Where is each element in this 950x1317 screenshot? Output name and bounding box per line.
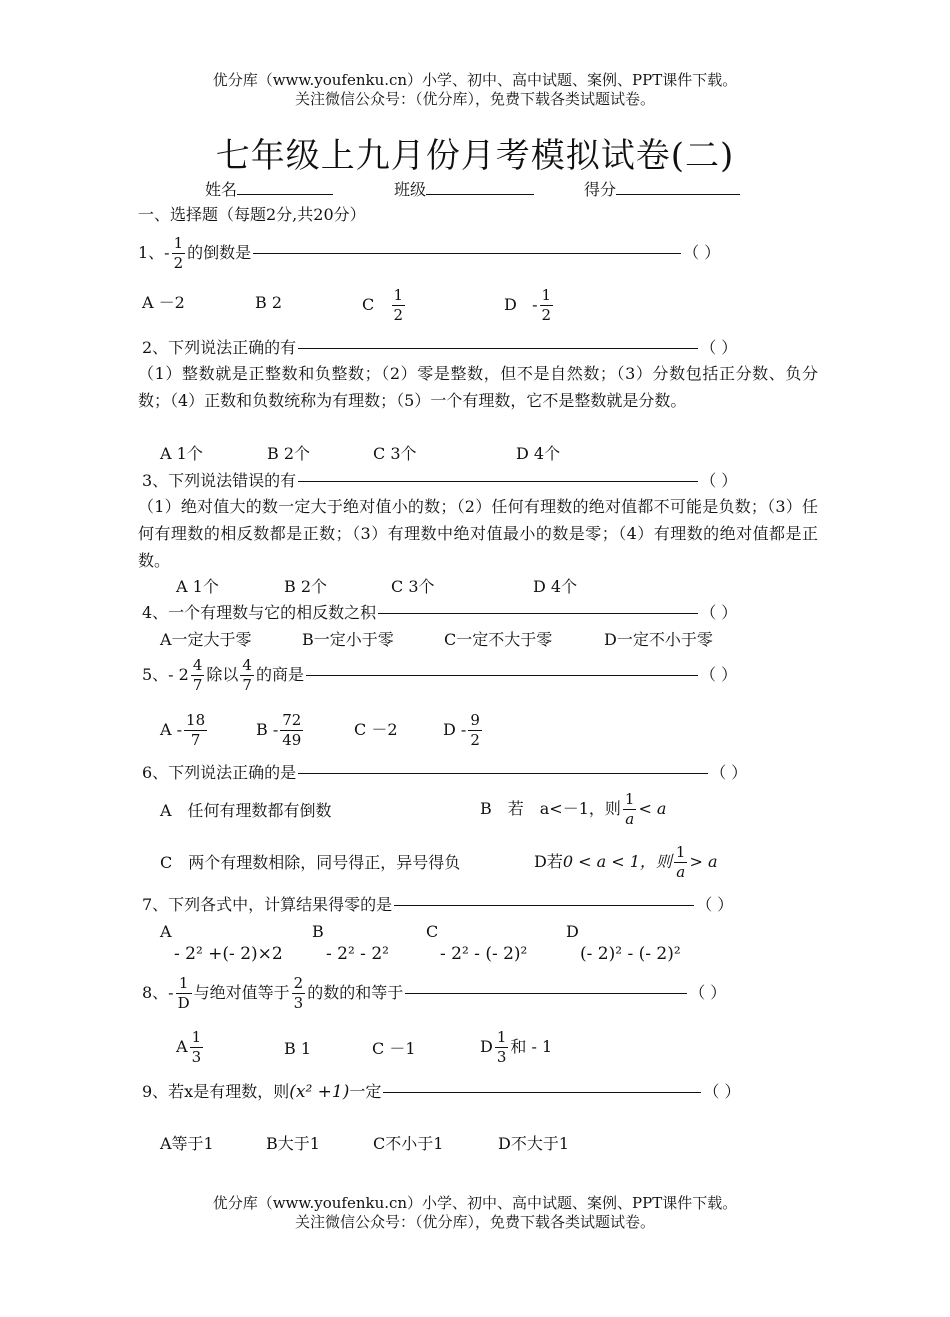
q5-option-b: B - $\frac{72}{49}$ (256, 711, 302, 749)
q8-option-b: B 1 (284, 1039, 312, 1058)
q8-option-a: A $\frac{1}{3}$ (176, 1028, 202, 1066)
question-3: 3、下列说法错误的有 （ ） (142, 471, 738, 490)
q1-option-d: D - $\frac{1}{2}$ (504, 286, 552, 324)
class-blank (426, 178, 534, 195)
class-label: 班级 (394, 180, 427, 199)
section-heading: 一、选择题（每题2分,共20分） (138, 205, 366, 224)
question-5: 5、- 2 $\frac{4}{7}$ 除以 $\frac{4}{7}$ 的商是 （ ） (142, 656, 738, 694)
score-blank (616, 178, 740, 195)
q1-option-a: A －2 (142, 293, 185, 312)
q3-option-b: B 2个 (284, 577, 328, 596)
q2-body: （1）整数就是正整数和负整数；（2）零是整数，但不是自然数；（3）分数包括正分数、负分数；（4）正数和负数统称为有理数；（5）一个有理数，它不是整数就是分数。 (138, 364, 818, 410)
q9-option-c: C不小于1 (373, 1134, 444, 1153)
name-field (205, 178, 333, 201)
q7-option-a: A - 2² +(- 2)×2 (160, 922, 283, 964)
q5-option-c: C －2 (354, 720, 398, 739)
name-label: 姓名 (205, 180, 238, 199)
footer-line-1: 优分库（www.youfenku.cn）小学、初中、高中试题、案例、PPT课件下载。 (212, 1194, 738, 1212)
score-field (584, 178, 740, 201)
question-8: 8、- $\frac{1}{D}$ 与绝对值等于 $\frac{2}{3}$ 的数的和等于 （ ） (142, 974, 727, 1012)
q2-option-d: D 4个 (516, 444, 561, 463)
question-2: 2、下列说法正确的有 （ ） (142, 338, 738, 357)
q2-option-c: C 3个 (373, 444, 417, 463)
q4-option-d: D一定不小于零 (604, 630, 713, 649)
q3-option-d: D 4个 (533, 577, 578, 596)
header-line-1: 优分库（www.youfenku.cn）小学、初中、高中试题、案例、PPT课件下载。 (212, 71, 738, 89)
q4-option-b: B一定小于零 (302, 630, 394, 649)
q8-option-d: D $\frac{1}{3}$ 和 - 1 (480, 1028, 553, 1066)
q6-option-b: B 若 a<－1，则 $\frac{1}{a}$ < a (480, 790, 667, 828)
q1-option-c: C $\frac{1}{2}$ (362, 286, 404, 324)
page-title: 七年级上九月份月考模拟试卷(二) (215, 136, 735, 176)
q3-option-c: C 3个 (391, 577, 435, 596)
question-4: 4、一个有理数与它的相反数之积 （ ） (142, 603, 738, 622)
q3-option-a: A 1个 (176, 577, 219, 596)
q9-option-a: A等于1 (160, 1134, 214, 1153)
q9-option-b: B大于1 (266, 1134, 320, 1153)
footer-line-2: 关注微信公众号：（优分库），免费下载各类试题试卷。 (294, 1213, 655, 1231)
q2-option-b: B 2个 (267, 444, 311, 463)
q6-option-c: C 两个有理数相除，同号得正，异号得负 (160, 853, 461, 872)
q9-option-d: D不大于1 (498, 1134, 570, 1153)
q7-option-c: C - 2² - (- 2)² (426, 922, 528, 964)
header-line-2: 关注微信公众号：（优分库），免费下载各类试题试卷。 (294, 90, 655, 108)
q3-body: （1）绝对值大的数一定大于绝对值小的数；（2）任何有理数的绝对值都不可能是负数；（3）任何有理数的相反数都是正数；（3）有理数中绝对值最小的数是零；（4）有理数的绝对值都是正数。 (138, 497, 818, 570)
q5-option-d: D - $\frac{9}{2}$ (443, 711, 480, 749)
q6-option-a: A 任何有理数都有倒数 (160, 801, 332, 820)
question-7: 7、下列各式中，计算结果得零的是 （ ） (142, 895, 734, 914)
question-1: 1、- $\frac{1}{2}$ 的倒数是 （ ） (138, 234, 721, 272)
q7-option-b: B - 2² - 2² (312, 922, 389, 964)
q4-option-a: A一定大于零 (160, 630, 252, 649)
score-label: 得分 (584, 180, 617, 199)
q8-option-c: C －1 (372, 1039, 416, 1058)
q5-option-a: A - $\frac{18}{7}$ (160, 711, 206, 749)
name-blank (237, 178, 333, 195)
q7-option-d: D (- 2)² - (- 2)² (566, 922, 681, 964)
q2-option-a: A 1个 (160, 444, 203, 463)
question-6: 6、下列说法正确的是 （ ） (142, 763, 748, 782)
q6-option-d: D若0 < a < 1，则 $\frac{1}{a}$ > a (534, 843, 718, 881)
question-9: 9、若x是有理数，则(x² +1)一定 （ ） (142, 1082, 741, 1102)
q4-option-c: C一定不大于零 (444, 630, 553, 649)
q1-option-b: B 2 (255, 293, 283, 312)
class-field (394, 178, 534, 201)
